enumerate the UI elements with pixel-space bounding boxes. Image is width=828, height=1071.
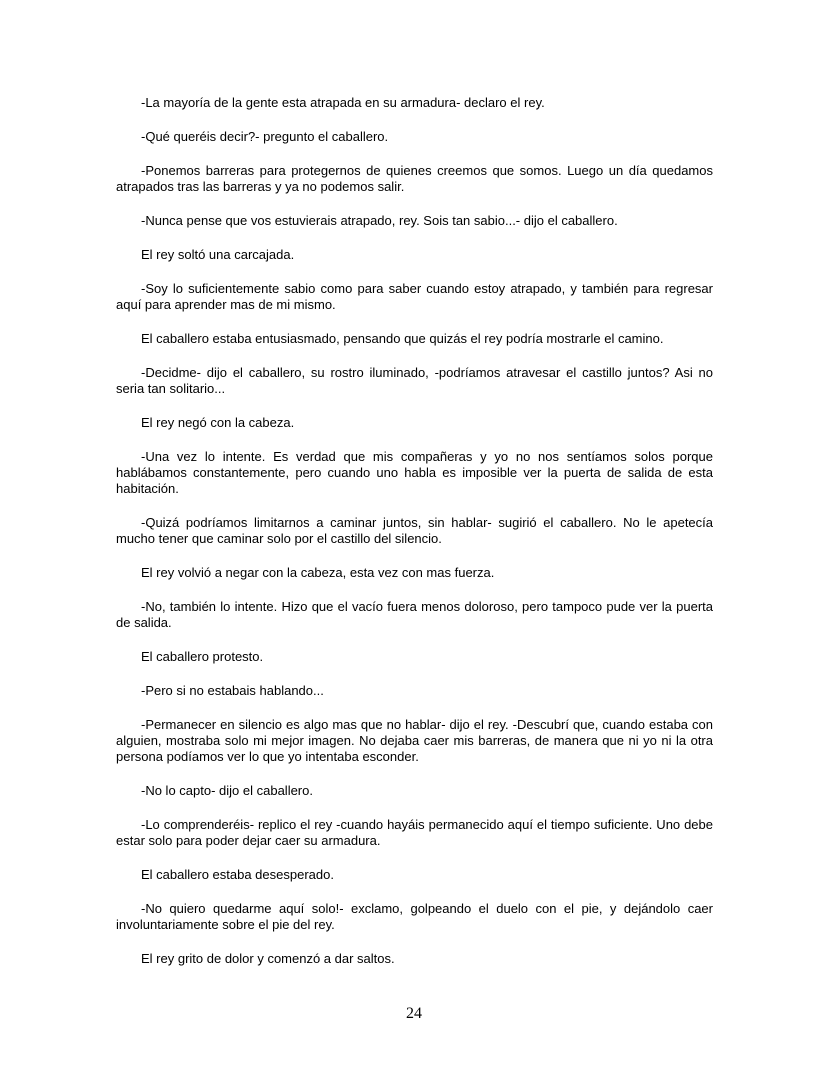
paragraph: -No lo capto- dijo el caballero. (141, 783, 313, 798)
paragraph: El rey negó con la cabeza. (141, 415, 295, 430)
paragraph: El rey grito de dolor y comenzó a dar saltos. (141, 951, 395, 966)
paragraph: -Una vez lo intente. Es verdad que mis compañeras y yo no nos sentíamos solos porque hablábamos constantemente, pero cuando uno habla es imposible ver la puerta de salida de esta habitación. (116, 449, 713, 496)
paragraph: -Pero si no estabais hablando... (141, 683, 324, 698)
paragraph: -La mayoría de la gente esta atrapada en su armadura- declaro el rey. (141, 95, 545, 110)
paragraph: -Soy lo suficientemente sabio como para saber cuando estoy atrapado, y también para regresar aquí para aprender mas de mi mismo. (116, 281, 713, 312)
paragraph: -No, también lo intente. Hizo que el vacío fuera menos doloroso, pero tampoco pude ver la puerta de salida. (116, 599, 713, 630)
paragraph: -Quizá podríamos limitarnos a caminar juntos, sin hablar- sugirió el caballero. No le apetecía mucho tener que caminar solo por el castillo del silencio. (116, 515, 713, 546)
paragraph: El caballero estaba entusiasmado, pensando que quizás el rey podría mostrarle el camino. (141, 331, 664, 346)
paragraph: -Nunca pense que vos estuvierais atrapado, rey. Sois tan sabio...- dijo el caballero. (141, 213, 618, 228)
paragraph: -No quiero quedarme aquí solo!- exclamo, golpeando el duelo con el pie, y dejándolo caer involuntariamente sobre el pie del rey. (116, 901, 713, 932)
paragraph: -Decidme- dijo el caballero, su rostro iluminado, -podríamos atravesar el castillo juntos? Asi no seria tan solitario... (116, 365, 713, 396)
paragraph: El caballero estaba desesperado. (141, 867, 334, 882)
page-number: 24 (406, 1005, 422, 1022)
paragraph: El rey soltó una carcajada. (141, 247, 295, 262)
paragraph: El rey volvió a negar con la cabeza, esta vez con mas fuerza. (141, 565, 495, 580)
paragraph: -Qué queréis decir?- pregunto el caballero. (141, 129, 389, 144)
paragraph: -Lo comprenderéis- replico el rey -cuando hayáis permanecido aquí el tiempo suficiente. Uno debe estar solo para poder dejar caer su armadura. (116, 817, 713, 848)
body-text (116, 95, 713, 985)
paragraph: -Ponemos barreras para protegernos de quienes creemos que somos. Luego un día quedamos atrapados tras las barreras y ya no podemos salir. (116, 163, 713, 194)
paragraph: -Permanecer en silencio es algo mas que no hablar- dijo el rey. -Descubrí que, cuando estaba con alguien, mostraba solo mi mejor imagen. No dejaba caer mis barreras, de manera que ni yo ni la otra persona podíamos ver lo que yo intentaba esconder. (116, 717, 713, 764)
paragraph: El caballero protesto. (141, 649, 264, 664)
